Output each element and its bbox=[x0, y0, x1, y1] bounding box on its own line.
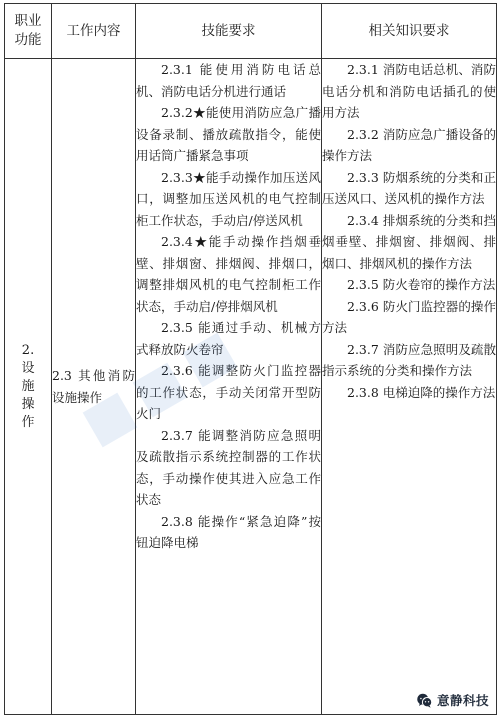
skill-item: 2.3.1 能使用消防电话总机、消防电话分机进行通话 bbox=[136, 62, 321, 99]
knowledge-item: 2.3.5 防火卷帘的操作方法 bbox=[347, 277, 496, 292]
function-name: 设施操作 bbox=[21, 361, 35, 430]
skill-item: 2.3.4★能手动操作挡烟垂壁、排烟窗、排烟阀、排烟口，调整排烟风机的电气控制柜工作状态，手动启/停排烟风机 bbox=[136, 234, 321, 314]
skill-item: 2.3.6 能调整防火门监控器的工作状态，手动关闭常开型防火门 bbox=[136, 363, 321, 421]
header-skills: 技能要求 bbox=[136, 4, 322, 59]
knowledge-item: 2.3.2 消防应急广播设备的操作方法 bbox=[322, 126, 496, 163]
knowledge-item: 2.3.6 防火门监控器的操作方法 bbox=[322, 298, 496, 335]
skill-item: 2.3.2★能使用消防应急广播设备录制、播放疏散指令，能使用话筒广播紧急事项 bbox=[136, 105, 321, 163]
table-row bbox=[5, 59, 497, 715]
skill-item: 2.3.5 能通过手动、机械方式释放防火卷帘 bbox=[136, 320, 321, 357]
skill-item: 2.3.8 能操作“紧急迫降”按钮迫降电梯 bbox=[136, 513, 321, 550]
knowledge-item: 2.3.7 消防应急照明及疏散指示系统的分类和操作方法 bbox=[322, 341, 496, 378]
source-badge bbox=[413, 690, 492, 710]
header-function-label: 职业功能 bbox=[14, 13, 42, 48]
header-knowledge: 相关知识要求 bbox=[322, 4, 497, 59]
content-cell: 2.3 其他消防设施操作 bbox=[52, 59, 136, 715]
header-content: 工作内容 bbox=[52, 4, 136, 59]
knowledge-item: 2.3.1 消防电话总机、消防电话分机和消防电话插孔的使用方法 bbox=[322, 62, 496, 120]
skill-item: 2.3.3★能手动操作加压送风口，调整加压送风机的电气控制柜工作状态，手动启/停送风机 bbox=[136, 169, 321, 228]
function-cell bbox=[5, 59, 52, 715]
wechat-icon bbox=[416, 692, 433, 709]
skill-item: 2.3.7 能调整消防应急照明及疏散指示系统控制器的工作状态，手动操作使其进入应急工作状态 bbox=[136, 427, 321, 507]
requirements-table bbox=[4, 3, 497, 715]
knowledge-cell bbox=[322, 59, 497, 715]
knowledge-item: 2.3.4 排烟系统的分类和挡烟垂壁、排烟窗、排烟阀、排烟口、排烟风机的操作方法 bbox=[322, 212, 496, 271]
skills-cell bbox=[136, 59, 322, 715]
function-number: 2. bbox=[21, 343, 35, 358]
knowledge-item: 2.3.3 防烟系统的分类和正压送风口、送风机的操作方法 bbox=[322, 169, 496, 206]
badge-text: 意静科技 bbox=[436, 693, 489, 708]
knowledge-item: 2.3.8 电梯迫降的操作方法 bbox=[347, 384, 496, 400]
table-header-row bbox=[5, 4, 497, 59]
header-function bbox=[5, 4, 52, 59]
